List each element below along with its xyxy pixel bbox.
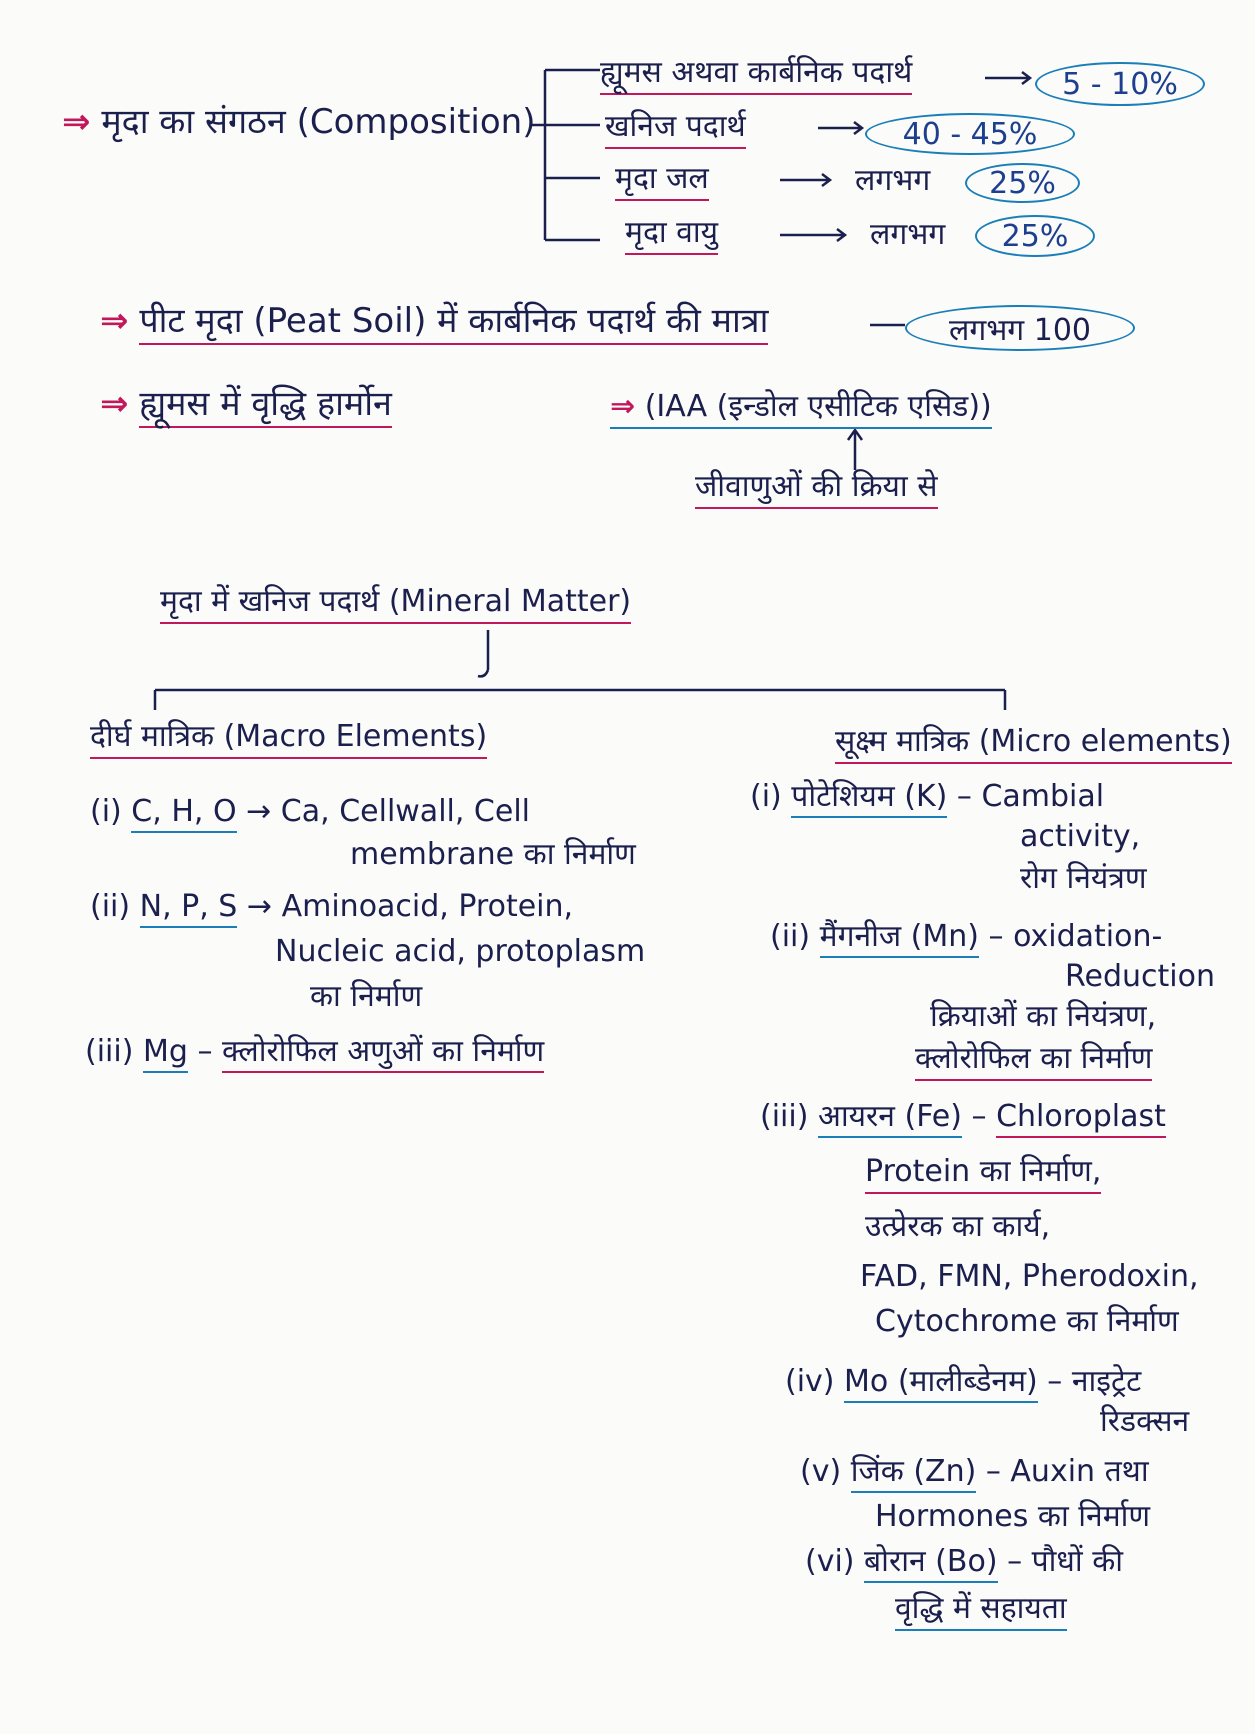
dash-icon: – [1007, 1544, 1023, 1579]
micro-item-line: Reduction [1065, 959, 1215, 994]
micro-item-num: (iii) [760, 1099, 809, 1134]
humus-label: ह्यूमस में वृद्धि हार्मोन [139, 384, 392, 428]
humus-row [100, 385, 392, 424]
micro-item-name: आयरन (Fe) [818, 1099, 962, 1138]
macro-item-num: (ii) [90, 889, 131, 924]
micro-item-line: Hormones का निर्माण [875, 1499, 1151, 1534]
arrow-icon: ⇒ [610, 389, 636, 424]
composition-item-humus-label: ह्यूमस अथवा कार्बनिक पदार्थ [600, 56, 912, 95]
macro-item-num: (i) [90, 794, 122, 829]
arrow-icon: → [246, 889, 273, 924]
micro-item-3 [760, 1100, 1166, 1135]
peat-value: लगभग 100 [905, 305, 1135, 351]
composition-item-water-label: मृदा जल [615, 162, 709, 201]
macro-item-2 [90, 890, 573, 925]
micro-item-name: बोरान (Bo) [864, 1544, 997, 1583]
arrow-icon: ⇒ [100, 384, 129, 424]
micro-item-line: FAD, FMN, Pherodoxin, [860, 1259, 1199, 1294]
composition-item-air-prefix: लगभग [870, 217, 946, 252]
micro-item-num: (ii) [770, 919, 811, 954]
macro-item-1-line2: membrane का निर्माण [350, 837, 636, 872]
dash-icon: – [197, 1034, 213, 1069]
micro-item-line: Protein का निर्माण, [865, 1155, 1101, 1194]
dash-icon: – [985, 1454, 1001, 1489]
arrow-icon: → [246, 794, 272, 829]
composition-item-mineral-value: 40 - 45% [865, 113, 1075, 155]
arrow-icon: ⇒ [62, 102, 91, 142]
peat-row [100, 302, 768, 341]
composition-item-air-value: 25% [975, 215, 1095, 257]
humus-value [610, 390, 992, 429]
micro-item-num: (v) [800, 1454, 842, 1489]
micro-item-line: रोग नियंत्रण [1020, 861, 1147, 896]
composition-item-water-prefix: लगभग [855, 163, 931, 198]
micro-item-name: पोटेशियम (K) [791, 779, 947, 818]
micro-item-1 [750, 780, 1104, 815]
micro-item-line: उत्प्रेरक का कार्य, [865, 1209, 1051, 1244]
micro-item-4 [785, 1365, 1141, 1400]
macro-item-name: Mg [143, 1034, 188, 1073]
macro-item-num: (iii) [85, 1034, 134, 1069]
micro-item-num: (iv) [785, 1364, 835, 1399]
micro-item-line: क्लोरोफिल का निर्माण [915, 1042, 1152, 1081]
micro-item-num: (i) [750, 779, 782, 814]
humus-value-text: (IAA (इन्डोल एसीटिक एसिड)) [644, 389, 992, 424]
micro-item-line: Cytochrome का निर्माण [875, 1304, 1179, 1339]
macro-item-line1: Aminoacid, Protein, [281, 889, 574, 924]
micro-title: सूक्ष्म मात्रिक (Micro elements) [835, 725, 1232, 764]
composition-item-water-value: 25% [965, 163, 1080, 203]
micro-item-6 [805, 1545, 1123, 1580]
micro-item-line: नाइट्रेट [1071, 1364, 1142, 1399]
micro-item-name: मैंगनीज (Mn) [820, 919, 979, 958]
macro-item-2-line2: Nucleic acid, protoplasm [275, 934, 646, 969]
dash-icon: – [1047, 1364, 1063, 1399]
composition-item-mineral-label: खनिज पदार्थ [605, 110, 746, 149]
dash-icon: – [988, 919, 1004, 954]
macro-title: दीर्घ मात्रिक (Macro Elements) [90, 720, 487, 759]
macro-item-line1: क्लोरोफिल अणुओं का निर्माण [222, 1034, 544, 1073]
macro-item-name: C, H, O [131, 794, 236, 833]
micro-item-line: Chloroplast [996, 1099, 1166, 1138]
micro-item-num: (vi) [805, 1544, 855, 1579]
composition-item-air-label: मृदा वायु [625, 216, 718, 255]
micro-item-line: क्रियाओं का नियंत्रण, [930, 999, 1157, 1034]
micro-item-name: Mo (मालीब्डेनम) [844, 1364, 1038, 1403]
macro-item-name: N, P, S [140, 889, 238, 928]
macro-item-3 [85, 1035, 544, 1070]
dash-icon: – [971, 1099, 987, 1134]
macro-item-1 [90, 795, 530, 830]
micro-item-5 [800, 1455, 1149, 1490]
micro-item-line: oxidation- [1013, 919, 1163, 954]
micro-item-line: पौधों की [1031, 1544, 1124, 1579]
composition-heading [62, 103, 535, 142]
humus-note: जीवाणुओं की क्रिया से [695, 470, 938, 509]
micro-item-line: वृद्धि में सहायता [895, 1592, 1067, 1631]
arrow-icon: ⇒ [100, 301, 129, 341]
macro-item-2-line3: का निर्माण [310, 979, 423, 1014]
composition-item-humus-value: 5 - 10% [1035, 62, 1205, 106]
micro-item-line: Auxin तथा [1010, 1454, 1149, 1489]
mineral-title: मृदा में खनिज पदार्थ (Mineral Matter) [160, 585, 631, 624]
micro-item-line: Cambial [981, 779, 1105, 814]
macro-item-line1: Ca, Cellwall, Cell [280, 794, 531, 829]
micro-item-2 [770, 920, 1162, 955]
micro-item-line: activity, [1020, 819, 1141, 854]
composition-title: मृदा का संगठन (Composition) [101, 102, 536, 142]
dash-icon: – [956, 779, 972, 814]
micro-item-line: रिडक्सन [1100, 1404, 1190, 1439]
peat-label: पीट मृदा (Peat Soil) में कार्बनिक पदार्थ की मात्रा [139, 301, 768, 345]
micro-item-name: जिंक (Zn) [851, 1454, 977, 1493]
